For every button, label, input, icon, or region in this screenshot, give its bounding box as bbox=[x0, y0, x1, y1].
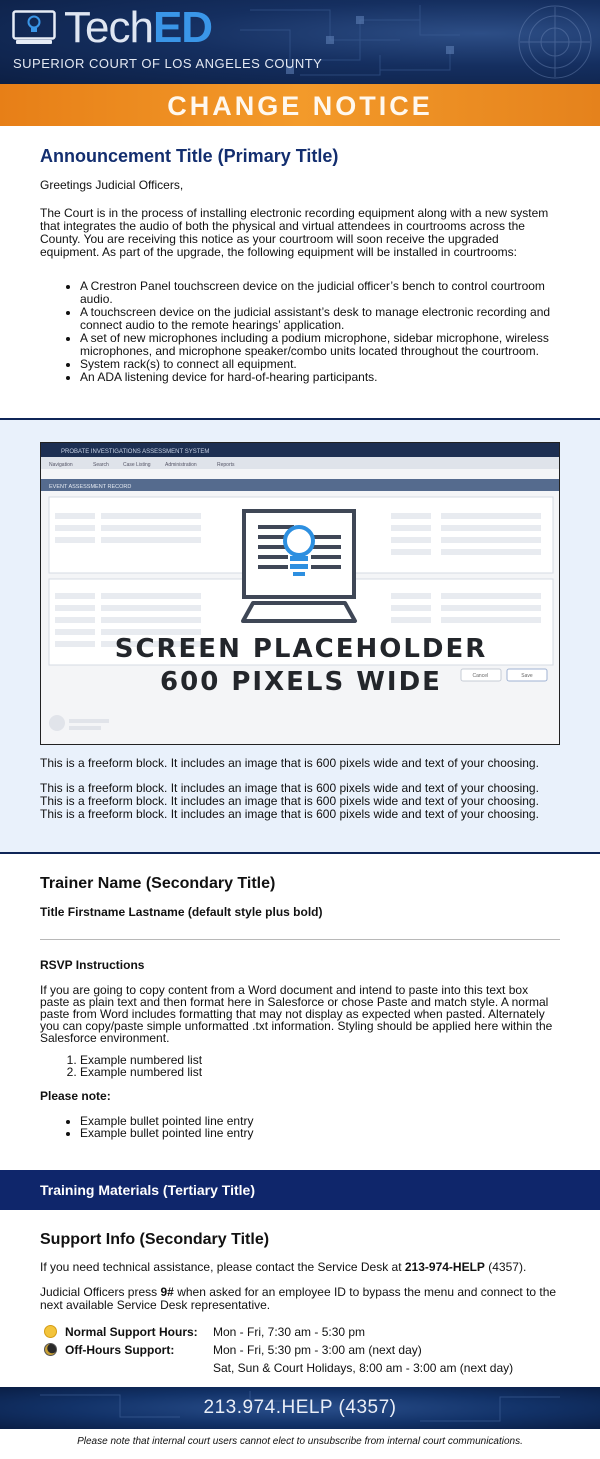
monitor-lightbulb-icon bbox=[243, 511, 355, 621]
change-notice-label: CHANGE NOTICE bbox=[167, 91, 433, 121]
sun-face-icon bbox=[44, 1325, 57, 1338]
bypass-key: 9# bbox=[160, 1285, 174, 1300]
off-hours-label: Off-Hours Support: bbox=[65, 1343, 175, 1357]
rsvp-heading: RSVP Instructions bbox=[40, 958, 145, 973]
mock-menu-item: Search bbox=[93, 462, 109, 468]
support-title: Support Info (Secondary Title) bbox=[40, 1231, 270, 1248]
section-divider bbox=[0, 852, 600, 854]
mock-menu-item: Navigation bbox=[49, 462, 73, 468]
screen-placeholder-image bbox=[40, 442, 560, 745]
court-name: SUPERIOR COURT OF LOS ANGELES COUNTY bbox=[13, 56, 323, 71]
off-hours-weekend: Sat, Sun & Court Holidays, 8:00 am - 3:00 am (next day) bbox=[213, 1361, 514, 1375]
help-phone: 213.974.HELP (4357) bbox=[203, 1397, 397, 1418]
divider bbox=[40, 939, 560, 940]
freeform-section bbox=[0, 420, 600, 852]
help-phone-banner bbox=[0, 1387, 600, 1429]
teched-logo bbox=[64, 4, 212, 52]
monitor-bulb-icon bbox=[12, 10, 56, 46]
judicial-bypass-text bbox=[40, 1286, 560, 1312]
off-hours-weekday: Mon - Fri, 5:30 pm - 3:00 am (next day) bbox=[213, 1343, 422, 1357]
list-item: • Example bullet pointed line entry bbox=[80, 1127, 560, 1139]
trainer-name: Title Firstname Lastname (default style plus bold) bbox=[40, 905, 323, 920]
support-contact-text bbox=[40, 1261, 580, 1274]
list-item: • Example bullet pointed line entry bbox=[80, 1115, 560, 1127]
bullet-list bbox=[40, 1115, 560, 1139]
list-item: • A touchscreen device on the judicial assistant’s desk to manage electronic recording and connect audio to the remote hearings’ application. bbox=[80, 306, 560, 332]
bypass-text-post: when asked for an employee ID to bypass the menu and connect to the next available Service Desk representative. bbox=[40, 1285, 557, 1313]
mock-menu-item: Case Listing bbox=[123, 462, 151, 468]
please-note-heading: Please note: bbox=[40, 1089, 111, 1104]
mock-section-header: EVENT ASSESSMENT RECORD bbox=[49, 484, 132, 490]
normal-hours-label: Normal Support Hours: bbox=[65, 1325, 198, 1339]
training-materials-band bbox=[0, 1170, 600, 1210]
mock-menu-item: Administration bbox=[165, 462, 197, 468]
brand-tech: Tech bbox=[64, 3, 153, 52]
list-item: • System rack(s) to connect all equipment. bbox=[80, 358, 560, 371]
equipment-list bbox=[40, 280, 560, 384]
blurred-app-mockup bbox=[41, 443, 560, 745]
list-item: • An ADA listening device for hard-of-hearing participants. bbox=[80, 371, 560, 384]
service-desk-phone: 213-974-HELP bbox=[404, 1260, 485, 1275]
mock-save-button: Save bbox=[521, 673, 533, 679]
placeholder-line-1: SCREEN PLACEHOLDER bbox=[114, 634, 488, 664]
placeholder-line-2: 600 PIXELS WIDE bbox=[160, 667, 442, 697]
trainer-title: Trainer Name (Secondary Title) bbox=[40, 875, 276, 892]
mock-app-title: PROBATE INVESTIGATIONS ASSESSMENT SYSTEM bbox=[61, 449, 210, 455]
trainer-section bbox=[40, 875, 560, 1139]
teched-header bbox=[0, 0, 600, 84]
list-item: 1. Example numbered list bbox=[80, 1054, 560, 1066]
announcement-section bbox=[40, 146, 560, 384]
bypass-text-pre: Judicial Officers press bbox=[40, 1285, 161, 1300]
freeform-text-1: This is a freeform block. It includes an image that is 600 pixels wide and text of your choosing. bbox=[40, 756, 539, 770]
rsvp-text: If you are going to copy content from a Word document and intend to paste into this text box paste as plain text and then format here in Salesforce or chose Paste and match style. A normal paste from Word includes formatting that may not display as expected when pasted. Alternately you can copy/paste simple unformatted .txt information. Styling should be applied here within the Salesforce environment. bbox=[40, 983, 553, 1046]
normal-hours-value: Mon - Fri, 7:30 am - 5:30 pm bbox=[213, 1325, 366, 1339]
moon-icon bbox=[44, 1343, 57, 1356]
mock-cancel-button: Cancel bbox=[472, 673, 489, 679]
support-text-post: (4357). bbox=[484, 1260, 527, 1275]
support-text-pre: If you need technical assistance, please contact the Service Desk at bbox=[40, 1260, 405, 1275]
brand-ed: ED bbox=[152, 3, 213, 52]
intro-text: The Court is in the process of installing electronic recording equipment along with a new system that integrates the audio of both the physical and virtual attendees in courtrooms across the County. You are receiving this notice as your courtroom will soon receive the upgraded equipment. As part of the upgrade, the following equipment will be installed in courtrooms: bbox=[40, 205, 549, 259]
mock-menu-item: Reports bbox=[217, 462, 235, 468]
change-notice-banner bbox=[0, 84, 600, 126]
announcement-title: Announcement Title (Primary Title) bbox=[40, 146, 339, 166]
numbered-list bbox=[40, 1054, 560, 1078]
list-item: 2. Example numbered list bbox=[80, 1066, 560, 1078]
unsubscribe-note: Please note that internal court users cannot elect to unsubscribe from internal court communications. bbox=[77, 1436, 523, 1447]
svg-text:Cancel Save bbox=[473, 673, 533, 679]
training-materials-title: Training Materials (Tertiary Title) bbox=[40, 1182, 255, 1198]
support-section bbox=[40, 1231, 580, 1312]
greeting-text: Greetings Judicial Officers, bbox=[40, 177, 184, 192]
list-item: • A Crestron Panel touchscreen device on the judicial officer’s bench to control courtroom audio. bbox=[80, 280, 560, 306]
list-item: • A set of new microphones including a podium microphone, sidebar microphone, wireless microphones, and microphone speaker/combo units located throughout the courtroom. bbox=[80, 332, 560, 358]
mock-action-buttons bbox=[461, 669, 547, 681]
freeform-text-2: This is a freeform block. It includes an image that is 600 pixels wide and text of your choosing. This is a freeform block. It includes an image that is 600 pixels wide and text of your choosing. This is a freeform block. It includes an image that is 600 pixels wide and text of your choosing. bbox=[40, 781, 539, 821]
